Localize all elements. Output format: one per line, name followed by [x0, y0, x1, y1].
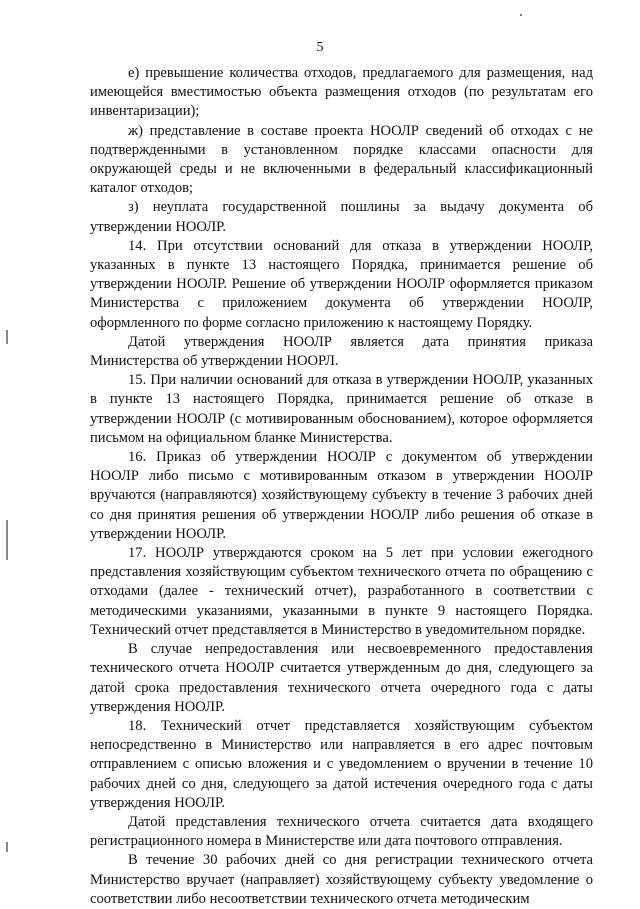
paragraph-zh: ж) представление в составе проекта НООЛР сведений об отходах с не подтвержденными в установленном порядке классами опасности для окружающей среды и не включенными в федеральный классификационный каталог отходов; [90, 122, 593, 197]
scan-speck [520, 14, 522, 16]
scan-mark [6, 842, 8, 852]
paragraph-e: е) превышение количества отходов, предлагаемого для размещения, над имеющейся вместимостью объекта размещения отходов (по результатам его инвентаризации); [90, 65, 593, 120]
scan-mark [6, 520, 8, 560]
paragraph-15: 15. При наличии оснований для отказа в утверждении НООЛР, указанных в пункте 13 настоящего Порядка, принимается решение об отказе в утверждении НООЛР (с мотивированным обоснованием), которое оформляется письмом на официальном бланке Министерства. [90, 372, 593, 446]
paragraph-17: 17. НООЛР утверждаются сроком на 5 лет при условии ежегодного представления хозяйствующим субъектом технического отчета по обращению с отходами (далее - технический отчет), разработанного в соответствии с методическими указаниями, указанными в пункте 9 настоящего Порядка. Технический отчет представляется в Министерство в уведомительном порядке. [90, 545, 593, 638]
paragraph-submission-date: Датой представления технического отчета считается дата входящего регистрационного номера в Министерстве или дата почтового отправления. [90, 813, 593, 850]
paragraph-16: 16. Приказ об утверждении НООЛР с документом об утверждении НООЛР либо письмо с мотивированным отказом в утверждении НООЛР вручаются (направляются) хозяйствующему субъекту в течение 3 рабочих дней со дня принятия решения об утверждении НООЛР либо решения об отказе в утверждении НООЛР. [90, 449, 593, 542]
paragraph-non-submission: В случае непредоставления или несвоевременного предоставления технического отчета НООЛР считается утвержденным до дня, следующего за датой срока предоставления технического отчета очередного года с даты утверждения НООЛР. [90, 641, 593, 715]
paragraph-18: 18. Технический отчет представляется хозяйствующим субъектом непосредственно в Министерство или направляется в его адрес почтовым отправлением с описью вложения и с уведомлением о вручении в течение 10 рабочих дней со дня, следующего за датой истечения очередного года с даты утверждения НООЛР. [90, 717, 593, 811]
paragraph-14: 14. При отсутствии оснований для отказа в утверждении НООЛР, указанных в пункте 13 настоящего Порядка, принимается решение об утверждении НООЛР. Решение об утверждении НООЛР оформляется приказом Министерства с приложением документа об утверждении НООЛР, оформленного по форме согласно приложению к настоящему Порядку. [90, 237, 593, 331]
document-body [90, 64, 593, 909]
paragraph-30-days: В течение 30 рабочих дней со дня регистрации технического отчета Министерство вручает (направляет) хозяйствующему субъекту уведомление о соответствии либо несоответствии технического отчета методическим [90, 852, 593, 907]
page-number: 5 [316, 40, 324, 55]
scan-mark [6, 330, 8, 344]
paragraph-z: з) неуплата государственной пошлины за выдачу документа об утверждении НООЛР. [90, 199, 593, 235]
paragraph-approval-date: Датой утверждения НООЛР является дата принятия приказа Министерства об утверждении НООРЛ. [90, 333, 593, 370]
